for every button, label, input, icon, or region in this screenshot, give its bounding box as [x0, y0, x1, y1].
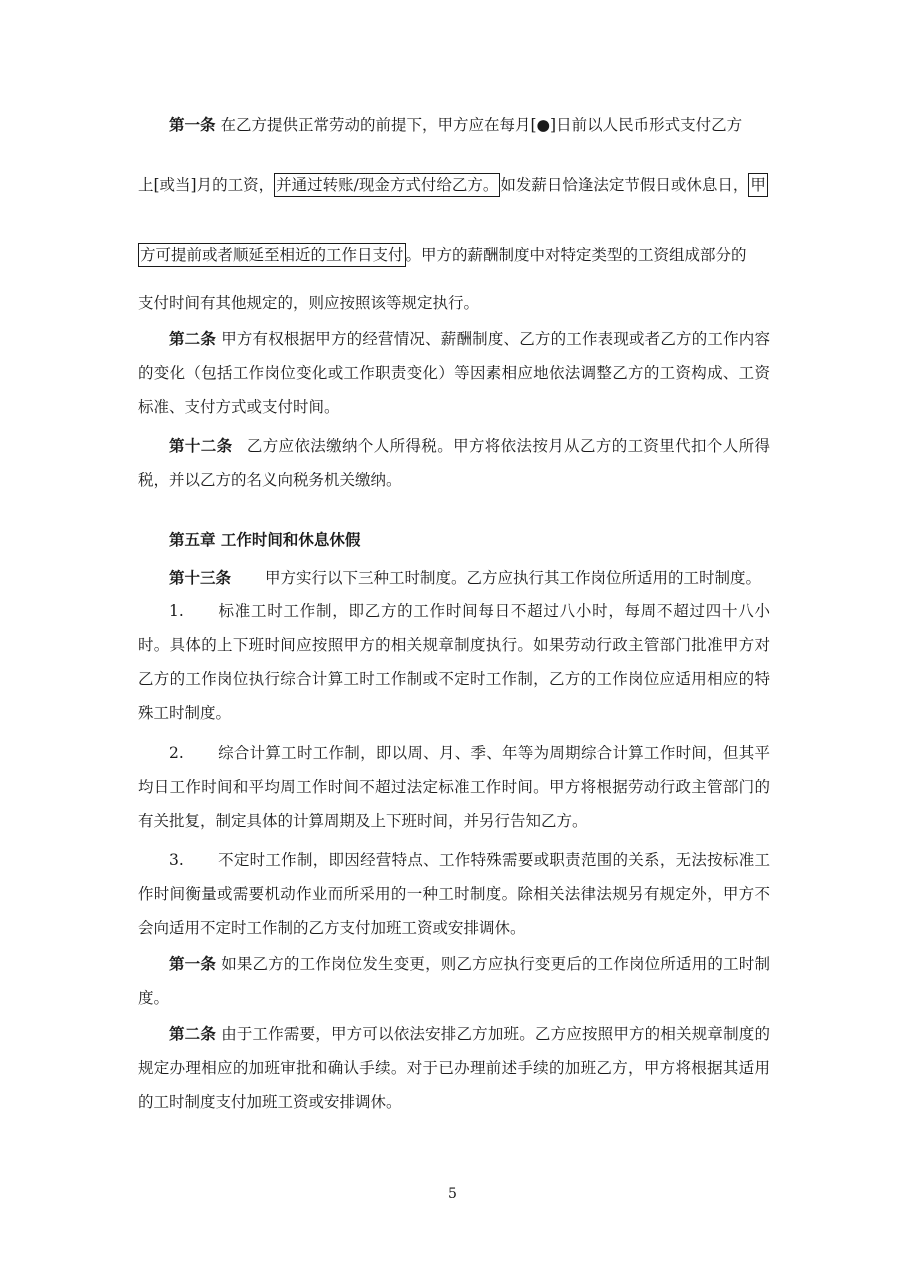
- item-2-number: 2.: [169, 744, 184, 762]
- article-2: [138, 322, 770, 424]
- article-1b-label: 第一条: [169, 954, 217, 973]
- article-12: [138, 429, 770, 497]
- article-2b: [138, 1017, 770, 1119]
- article-13-text: 甲方实行以下三种工时制度。乙方应执行其工作岗位所适用的工时制度。: [265, 569, 762, 587]
- article-1-text-4: 。甲方的薪酬制度中对特定类型的工资组成部分的: [405, 246, 747, 264]
- article-1b-text: 如果乙方的工作岗位发生变更，则乙方应执行变更后的工作岗位所适用的工时制度。: [138, 955, 770, 1007]
- chapter-5-heading: 第五章 工作时间和休息休假: [169, 530, 361, 549]
- article-1-line-3: [138, 243, 770, 265]
- article-1-line-2: [138, 173, 770, 195]
- article-1-text-5: 支付时间有其他规定的，则应按照该等规定执行。: [138, 294, 480, 312]
- article-1b: [138, 947, 770, 1015]
- article-12-text: 乙方应依法缴纳个人所得税。甲方将依法按月从乙方的工资里代扣个人所得税，并以乙方的名义向税务机关缴纳。: [138, 437, 770, 489]
- article-1-text-3: 如发薪日恰逢法定节假日或休息日，: [500, 176, 749, 194]
- article-1-text-1: 在乙方提供正常劳动的前提下，甲方应在每月[●]日前以人民币形式支付乙方: [220, 116, 743, 134]
- item-3-text: 不定时工作制，即因经营特点、工作特殊需要或职责范围的关系，无法按标准工作时间衡量或需要机动作业而所采用的一种工时制度。除相关法律法规另有规定外，甲方不会向适用不定时工作制的乙方支付加班工资或安排调休。: [138, 851, 770, 937]
- item-3: [138, 843, 770, 945]
- payday-box-start: 甲: [748, 173, 768, 197]
- article-1-label: 第一条: [169, 115, 216, 134]
- article-1-line-4: [138, 291, 770, 313]
- article-1-line-1: [138, 113, 770, 135]
- article-13-label: 第十三条: [169, 568, 232, 587]
- item-1-number: 1.: [169, 602, 184, 620]
- item-1: [138, 594, 770, 730]
- payment-method-box: 并通过转账/现金方式付给乙方。: [274, 173, 500, 197]
- payday-box-end: 方可提前或者顺延至相近的工作日支付: [138, 243, 406, 267]
- item-1-text: 标准工时工作制，即乙方的工作时间每日不超过八小时，每周不超过四十八小时。具体的上下班时间应按照甲方的相关规章制度执行。如果劳动行政主管部门批准甲方对乙方的工作岗位执行综合计算工时工作制或不定时工作制，乙方的工作岗位应适用相应的特殊工时制度。: [138, 602, 770, 722]
- article-2-text: 甲方有权根据甲方的经营情况、薪酬制度、乙方的工作表现或者乙方的工作内容的变化（包括工作岗位变化或工作职责变化）等因素相应地依法调整乙方的工资构成、工资标准、支付方式或支付时间。: [138, 330, 770, 416]
- article-2b-label: 第二条: [169, 1024, 217, 1043]
- page-number: 5: [448, 1186, 457, 1202]
- article-1-text-2: 上[或当]月的工资，: [138, 176, 275, 194]
- item-2-text: 综合计算工时工作制，即以周、月、季、年等为周期综合计算工作时间，但其平均日工作时间和平均周工作时间不超过法定标准工作时间。甲方将根据劳动行政主管部门的有关批复，制定具体的计算周期及上下班时间，并另行告知乙方。: [138, 744, 770, 830]
- item-2: [138, 736, 770, 838]
- item-3-number: 3.: [169, 851, 184, 869]
- article-2-label: 第二条: [169, 329, 217, 348]
- article-13: [138, 561, 770, 595]
- article-12-label: 第十二条: [169, 436, 233, 455]
- article-2b-text: 由于工作需要，甲方可以依法安排乙方加班。乙方应按照甲方的相关规章制度的规定办理相应的加班审批和确认手续。对于已办理前述手续的加班乙方，甲方将根据其适用的工时制度支付加班工资或安排调休。: [138, 1025, 770, 1111]
